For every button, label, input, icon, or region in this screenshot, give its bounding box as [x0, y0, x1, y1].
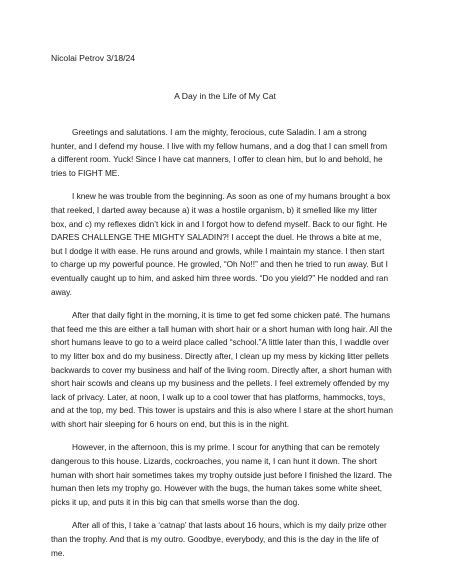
paragraph-5: After all of this, I take a ‘catnap’ that lasts about 16 hours, which is my daily prize other than the trophy. And that is my outro. Goodbye, everybody, and this is the day in the life of me. [51, 521, 387, 558]
paragraph-4: However, in the afternoon, this is my prime. I scour for anything that can be remotely dangerous to this house. Lizards, cockroaches, you name it, I can hunt it down. The short human with short hair sometimes takes my trophy outside just before I finished the lizard. The human then lets my trophy go. However with the bugs, the human takes some white sheet, picks it up, and puts it in this big can that smells worse than the dog. [51, 443, 393, 507]
paragraph-2: I knew he was trouble from the beginning. As soon as one of my humans brought a box that reeked, I darted away because a) it was a hostile organism, b) it smelled like my litter box, and c) my reflexes didn’t kick in and I forgot how to defend myself. Back to our fight. He DARES CHALLENGE THE MIGHTY SALADIN?! I accept the duel. He throws a bite at me, but I dodge it with ease. He runs around and growls, while I maintain my stance. I then start to charge up my powerful pounce. He growled, “Oh No!!” and then he tried to run away. But I eventually caught up to him, and asked him three words. “Do you yield?” He nodded and ran away. [51, 192, 391, 297]
author-date-header: Nicolai Petrov 3/18/24 [51, 53, 136, 63]
document-title: A Day in the Life of My Cat [174, 91, 276, 101]
paragraph-1: Greetings and salutations. I am the mighty, ferocious, cute Saladin. I am a strong hunter, and I defend my house. I live with my fellow humans, and a dog that I can smell from a different room. Yuck! Since I have cat manners, I offer to clean him, but lo and behold, he tries to FIGHT ME. [51, 128, 388, 178]
paragraph-3: After that daily fight in the morning, it is time to get fed some chicken paté. The humans that feed me this are either a tall human with short hair or a short human with long hair. All the short humans leave to go to a weird place called “school.”A little later than this, I waddle over to my litter box and do my business. Directly after, I clean up my mess by kicking litter pellets backwards to cover my business and half of the living room. Directly after, a short human with short hair scowls and cleans up my business and the pellets. I feel extremely offended by my lack of privacy. Later, at noon, I walk up to a cool tower that has platforms, hammocks, toys, and at the top, my bed. This tower is upstairs and this is also where I stare at the short human with short hair sleeping for 6 hours on end, but this is in the night. [51, 311, 393, 429]
document-body [51, 126, 393, 570]
